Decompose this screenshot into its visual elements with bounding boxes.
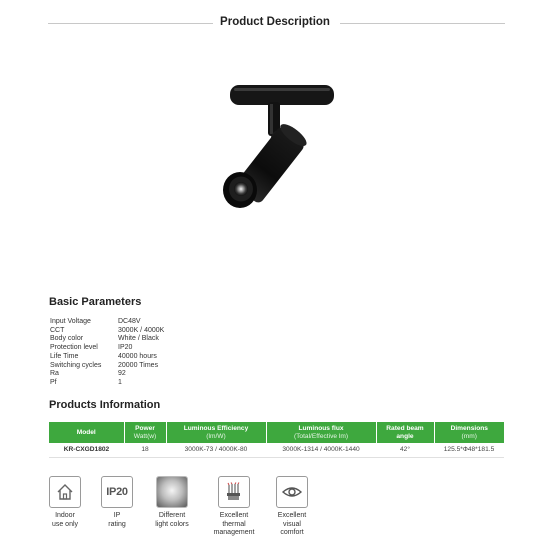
ip20-icon-text: IP20	[106, 486, 128, 498]
header-rule-right	[340, 23, 505, 24]
cell-power: 18	[124, 443, 166, 457]
cell-beam-angle: 42°	[376, 443, 434, 457]
house-icon	[49, 476, 81, 508]
param-row	[50, 370, 164, 379]
header-main: Luminous flux	[298, 424, 344, 432]
feature-label: IP rating	[108, 512, 126, 528]
header-luminous-flux	[266, 422, 376, 443]
color-swatch	[157, 477, 187, 507]
thermal-icon	[218, 476, 250, 508]
products-information-table	[49, 422, 504, 458]
page-title: Product Description	[220, 16, 330, 28]
feature-thermal	[204, 476, 264, 538]
param-label: Pf	[50, 378, 57, 386]
param-row	[50, 335, 164, 344]
basic-parameters-title: Basic Parameters	[49, 296, 142, 308]
header-main: Power	[135, 424, 155, 432]
param-row	[50, 353, 164, 362]
header-sub: (Total/Effective lm)	[293, 432, 349, 440]
param-label: CCT	[50, 326, 65, 334]
eye-icon	[276, 476, 308, 508]
feature-label: Indoor use only	[51, 512, 79, 528]
param-value: White / Black	[118, 335, 159, 343]
param-value: 92	[118, 370, 126, 378]
header-main: Dimensions	[450, 424, 488, 432]
param-value: 20000 Times	[118, 361, 159, 369]
light-color-icon	[156, 476, 188, 508]
feature-icons	[0, 476, 550, 546]
feature-indoor	[35, 476, 95, 529]
header-sub: angle	[396, 432, 414, 440]
header-model	[49, 422, 124, 443]
param-value: 40000 hours	[118, 352, 157, 360]
header-sub: Watt(w)	[133, 432, 157, 440]
feature-label: Different light colors	[155, 512, 189, 528]
header-main: Rated beam	[386, 424, 424, 432]
header-power	[124, 422, 166, 443]
feature-ip-rating	[87, 476, 147, 529]
header-beam-angle	[376, 422, 434, 443]
basic-parameters-list	[50, 318, 164, 388]
cell-luminous-flux: 3000K-1314 / 4000K-1440	[266, 443, 376, 457]
cell-model: KR-CXGD1802	[49, 443, 124, 457]
param-label: Protection level	[50, 344, 98, 352]
header-main: Luminous Efficiency	[183, 424, 249, 432]
param-label: Body color	[50, 335, 84, 343]
track-spotlight-image	[210, 80, 340, 220]
param-row	[50, 327, 164, 336]
param-value: 3000K / 4000K	[118, 326, 165, 334]
param-value: DC48V	[118, 318, 141, 325]
param-label: Input Voltage	[50, 318, 91, 325]
param-value: 1	[118, 378, 122, 386]
param-label: Switching cycles	[50, 361, 102, 369]
param-label: Ra	[50, 370, 59, 378]
param-row	[50, 362, 164, 371]
products-information-title: Products Information	[49, 399, 161, 411]
ip20-icon	[101, 476, 133, 508]
feature-light-colors	[142, 476, 202, 529]
param-row	[50, 318, 164, 327]
param-label: Life Time	[50, 352, 79, 360]
param-row	[50, 379, 164, 388]
cell-efficiency: 3000K-73 / 4000K-80	[166, 443, 266, 457]
param-row	[50, 344, 164, 353]
table-row	[49, 443, 504, 457]
header-efficiency	[166, 422, 266, 443]
header-main: Model	[76, 428, 96, 436]
header-sub: (lm/W)	[206, 432, 226, 440]
cell-dimensions: 125.5*Ф48*181.5	[434, 443, 504, 457]
feature-label: Excellent thermal management	[213, 512, 255, 537]
header-dimensions	[434, 422, 504, 443]
header-sub: (mm)	[461, 432, 477, 440]
feature-visual-comfort	[262, 476, 322, 538]
feature-label: Excellent visual comfort	[277, 512, 307, 537]
param-value: IP20	[118, 344, 133, 352]
table-header-row	[49, 422, 504, 443]
